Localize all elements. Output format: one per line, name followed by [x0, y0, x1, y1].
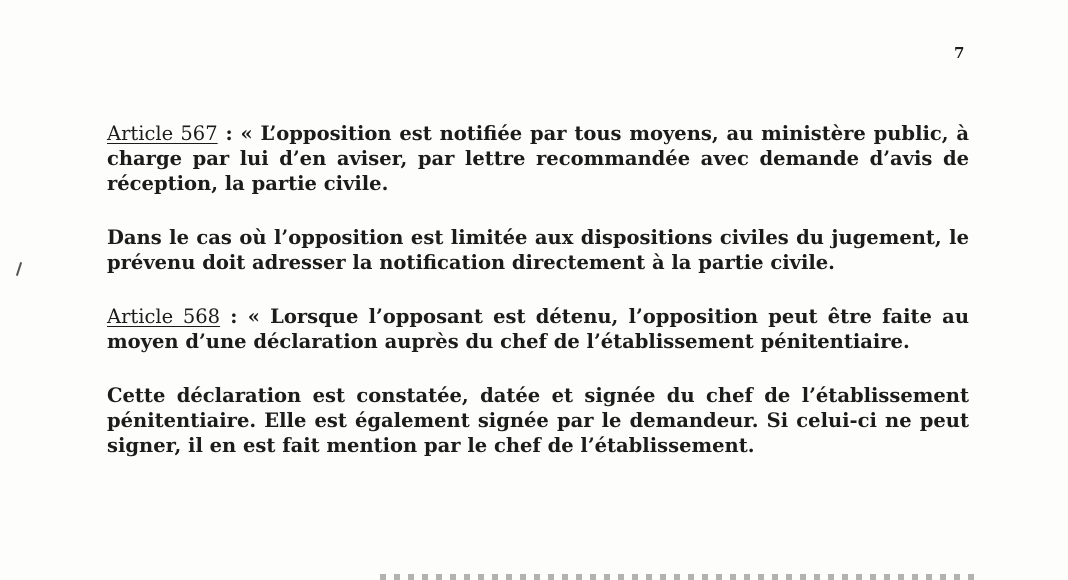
declaration-text: Cette déclaration est constatée, datée et signée du chef de l’établissement pénitentiaire. Elle est également signée par le demandeur. Si celui-ci ne peut signer, il en est fait mention par le chef de l’établissement. — [107, 384, 969, 457]
paragraph-civil-provisions — [107, 225, 969, 275]
paragraph-article-568 — [107, 304, 969, 354]
article-567-heading: Article 567 — [107, 122, 218, 145]
document-body — [107, 121, 969, 487]
paragraph-article-567 — [107, 121, 969, 196]
article-567-text: : « L’opposition est notifiée par tous moyens, au ministère public, à charge par lui d’en aviser, par lettre recommandée avec demande d’avis de réception, la partie civile. — [107, 122, 970, 195]
article-568-heading: Article 568 — [107, 305, 221, 328]
article-568-text: : « Lorsque l’opposant est détenu, l’opposition peut être faite au moyen d’une déclaration auprès du chef de l’établissement pénitentiaire. — [107, 305, 969, 353]
paragraph-declaration — [107, 383, 969, 458]
page-number: 7 — [954, 44, 965, 62]
scan-mark — [16, 262, 22, 276]
civil-provisions-text: Dans le cas où l’opposition est limitée aux dispositions civiles du jugement, le prévenu doit adresser la notification directement à la partie civile. — [107, 226, 969, 274]
cut-off-text-line — [380, 574, 980, 580]
